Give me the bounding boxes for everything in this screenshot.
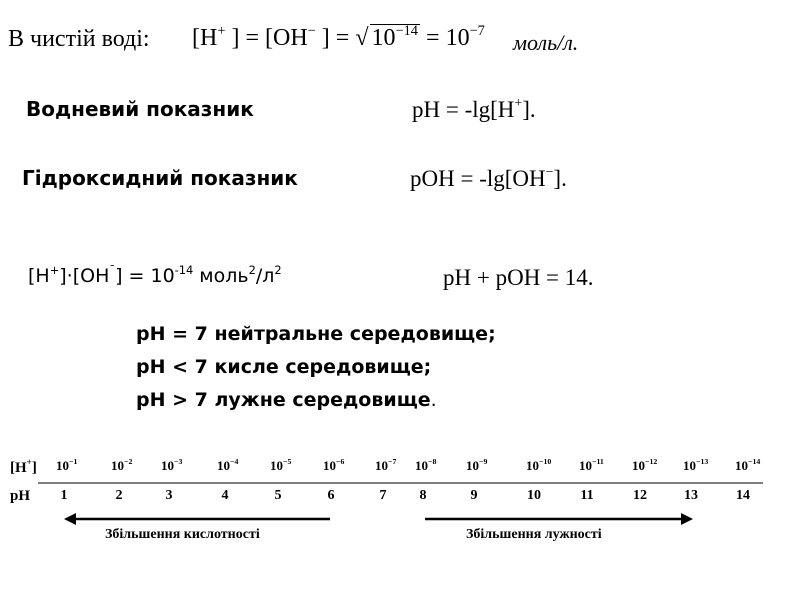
ph-value-label: 6 (327, 488, 335, 503)
concentration-label: $10^{-12}$ (632, 456, 658, 473)
concentration-label: $10^{-6}$ (323, 456, 345, 473)
concentration-label: $10^{-3}$ (161, 456, 183, 473)
ph-value-label: 12 (633, 488, 647, 503)
equals-sign: = (335, 25, 356, 51)
concentration-label: $10^{-13}$ (683, 456, 709, 473)
condition-acidic: pH < 7 кисле середовище; (136, 356, 432, 378)
hydroxide-index-label: Гідроксидний показник (22, 166, 298, 190)
concentration-label: $10^{-9}$ (466, 456, 488, 473)
ph-value-label: 5 (274, 488, 282, 503)
sqrt-icon: √ (355, 25, 369, 51)
condition-neutral: pH = 7 нейтральне середовище; (136, 323, 496, 345)
condition-alkaline: pH > 7 лужне середовище. (136, 389, 437, 411)
pure-water-label: В чистій воді: (8, 26, 150, 52)
oh-ion-concentration: [OH− ] (265, 22, 330, 51)
ph-value-label: 14 (736, 488, 750, 503)
h-ion-concentration: [H+ ] (192, 22, 240, 51)
ph-value-label: 10 (527, 488, 541, 503)
acidity-label: Збільшення кислотності (105, 527, 260, 542)
pure-water-units: моль/л. (513, 30, 579, 55)
concentration-label: $10^{-14}$ (735, 456, 761, 473)
ph-value-label: 8 (419, 488, 427, 503)
concentration-label: $10^{-7}$ (375, 456, 397, 473)
concentration-label: $10^{-1}$ (56, 456, 78, 473)
sqrt-radicand: $10^{-14}$ (371, 22, 419, 51)
concentration-label: $10^{-2}$ (111, 456, 133, 473)
scale-h-label: [H+] (10, 457, 37, 476)
ph-value-label: 13 (684, 488, 698, 503)
equals-sign: = (245, 25, 265, 51)
ph-value-label: 9 (470, 488, 478, 503)
ph-value-label: 1 (60, 488, 68, 503)
equals-sign: = (426, 25, 446, 51)
ph-value-label: 4 (221, 488, 229, 503)
sum-formula: pH + pOH = 14. (443, 265, 594, 290)
acidity-arrowhead-icon (64, 513, 76, 525)
alkalinity-arrowhead-icon (681, 513, 693, 525)
concentration-label: $10^{-8}$ (415, 456, 437, 473)
concentration-label: $10^{-5}$ (270, 456, 292, 473)
ion-product-formula: $[H^+]\cdot[OH^¯] = 10^{-14}$ $моль^2/л^2$ (28, 262, 282, 287)
scale-ph-label: pH (10, 488, 31, 504)
ph-value-label: 2 (115, 488, 123, 503)
ph-value-label: 11 (580, 488, 594, 503)
hydroxide-index-formula: pOH = -lg[OH−]. (410, 163, 567, 191)
hydrogen-index-label: Водневий показник (26, 97, 254, 121)
alkalinity-label: Збільшення лужності (466, 527, 602, 542)
result-value: $10^{-7}$ (445, 22, 485, 51)
concentration-label: $10^{-10}$ (526, 456, 552, 473)
ph-value-label: 7 (379, 488, 387, 503)
concentration-label: $10^{-11}$ (579, 456, 604, 473)
concentration-label: $10^{-4}$ (217, 456, 239, 473)
hydrogen-index-formula: pH = -lg[H+]. (412, 94, 536, 122)
ph-value-label: 3 (165, 488, 173, 503)
